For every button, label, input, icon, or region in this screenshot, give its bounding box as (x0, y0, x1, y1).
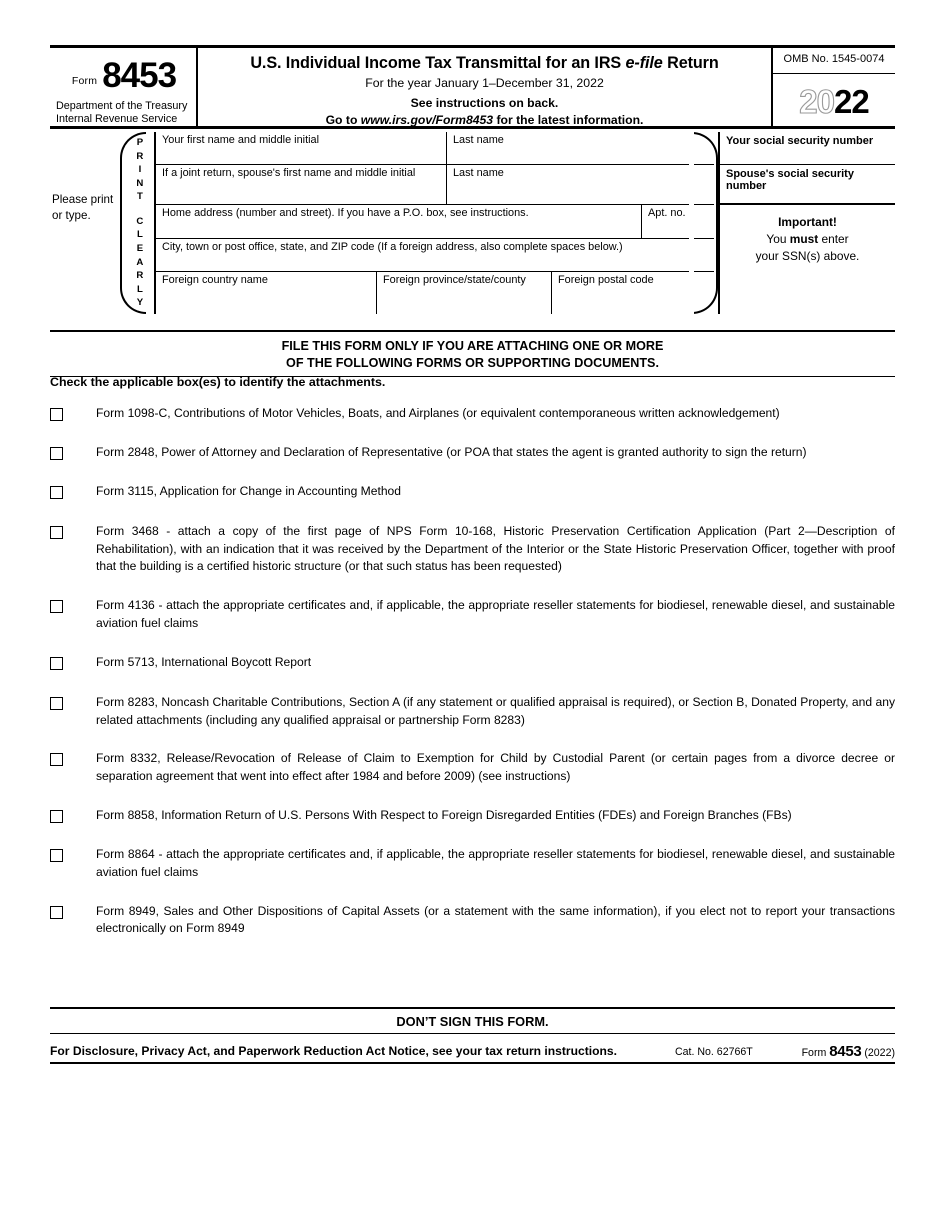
page-title (198, 54, 771, 73)
list-item[interactable] (50, 444, 895, 462)
list-item[interactable] (50, 750, 895, 785)
disclosure-notice: For Disclosure, Privacy Act, and Paperwork Reduction Act Notice, see your tax return instructions. (50, 1044, 617, 1058)
field-last-name-spouse-label: Last name (453, 167, 504, 179)
letter-l2: L (136, 283, 144, 295)
taxpayer-address-block (50, 132, 895, 314)
checkbox-form-8858[interactable] (50, 810, 63, 823)
letter-y: Y (136, 297, 144, 309)
field-foreign-postal-code-label: Foreign postal code (558, 274, 654, 286)
row-home-address (156, 205, 714, 239)
letter-t: T (136, 191, 144, 203)
list-item-label: Form 8949, Sales and Other Dispositions of Capital Assets (or a statement with the same information), if you elect not to report your transactions electronically on Form 8949 (96, 903, 895, 936)
banner-line-2: OF THE FOLLOWING FORMS OR SUPPORTING DOCUMENTS. (286, 355, 659, 370)
list-item-label: Form 4136 - attach the appropriate certificates and, if applicable, the appropriate reseller statements for biodiesel, renewable diesel, and sustainable aviation fuel claims (96, 597, 895, 630)
field-last-name-primary-label: Last name (453, 134, 504, 146)
footer-form-identifier (802, 1043, 895, 1060)
important-line-3: your SSN(s) above. (755, 248, 860, 263)
goto-post: for the latest information. (493, 113, 644, 127)
row-name-primary (156, 132, 714, 165)
tax-year-range: For the year January 1–December 31, 2022 (365, 76, 604, 90)
checkbox-form-8332[interactable] (50, 753, 63, 766)
form-number-group (50, 50, 198, 95)
footer-form-word: Form (801, 1047, 827, 1059)
right-brace-decoration (692, 132, 718, 314)
goto-pre: Go to (325, 113, 361, 127)
checkbox-form-8949[interactable] (50, 906, 63, 919)
checkbox-form-8283[interactable] (50, 697, 63, 710)
form-header (50, 45, 895, 129)
agency-name (56, 100, 196, 126)
checkbox-form-3468[interactable] (50, 526, 63, 539)
title-post: Return (662, 54, 719, 72)
field-foreign-province-label: Foreign province/state/county (383, 274, 526, 286)
checkbox-form-5713[interactable] (50, 657, 63, 670)
field-spouse-first-name-label: If a joint return, spouse's first name and middle initial (162, 167, 416, 179)
list-item[interactable] (50, 483, 895, 501)
tax-year-display (773, 74, 895, 129)
checkbox-form-2848[interactable] (50, 447, 63, 460)
list-item[interactable] (50, 405, 895, 423)
year-suffix: 22 (834, 82, 869, 120)
checkbox-form-4136[interactable] (50, 600, 63, 613)
attachments-checklist (50, 405, 895, 938)
list-item-label: Form 8283, Noncash Charitable Contributions, Section A (if any statement or qualified appraisal is required), or Section B, Donated Property, and any related attachments (including any qualified appraisal or partnership Form 8283) (96, 694, 895, 727)
field-first-name[interactable] (156, 132, 446, 164)
letter-c: C (136, 215, 144, 227)
list-item[interactable] (50, 846, 895, 881)
print-clearly-vertical-label (130, 138, 150, 308)
checkbox-form-8864[interactable] (50, 849, 63, 862)
field-spouse-ssn[interactable] (720, 165, 895, 205)
checkbox-form-3115[interactable] (50, 486, 63, 499)
list-item[interactable] (50, 597, 895, 632)
list-item-label: Form 8332, Release/Revocation of Release of Claim to Exemption for Child by Custodial Parent (or certain pages from a divorce decree or separation agreement that went into effect after 1984 and before 2009) (see instructions) (96, 751, 895, 783)
header-left-identity (50, 48, 198, 126)
agency-line-2: Internal Revenue Service (56, 113, 178, 126)
letter-r2: R (136, 270, 144, 282)
file-this-form-banner (50, 330, 895, 377)
field-first-name-label: Your first name and middle initial (162, 134, 319, 146)
list-item-label: Form 8858, Information Return of U.S. Persons With Respect to Foreign Disregarded Entities (FDEs) and Foreign Branches (FBs) (96, 807, 792, 822)
goto-url-note (198, 113, 771, 127)
form-footer (50, 1042, 895, 1064)
address-fields-grid (154, 132, 714, 314)
irs-form-url-link[interactable]: www.irs.gov/Form8453 (360, 113, 494, 127)
field-home-address-label: Home address (number and street). If you have a P.O. box, see instructions. (162, 207, 529, 219)
list-item[interactable] (50, 903, 895, 938)
letter-e: E (136, 243, 144, 255)
form-word-label: Form (71, 75, 98, 87)
check-applicable-instruction: Check the applicable box(es) to identify the attachments. (50, 375, 386, 389)
field-home-address[interactable] (156, 205, 641, 238)
field-city-state-zip[interactable] (156, 239, 716, 271)
important-line-2 (720, 231, 895, 248)
field-last-name-spouse[interactable] (446, 165, 716, 204)
important-heading: Important! (778, 215, 837, 229)
letter-i: I (138, 164, 142, 176)
field-foreign-country[interactable] (156, 272, 376, 314)
catalog-number: Cat. No. 62766T (675, 1046, 753, 1058)
field-spouse-ssn-label: Spouse's social security number (726, 168, 854, 192)
list-item-label: Form 5713, International Boycott Report (96, 655, 312, 670)
ssn-column (718, 132, 895, 314)
row-name-spouse (156, 165, 714, 205)
list-item-label: Form 8864 - attach the appropriate certificates and, if applicable, the appropriate reseller statements for biodiesel, renewable diesel, and sustainable aviation fuel claims (96, 847, 895, 879)
footer-form-number: 8453 (829, 1043, 862, 1060)
dont-sign-notice: DON’T SIGN THIS FORM. (50, 1007, 895, 1034)
important-ssn-notice (720, 205, 895, 314)
please-print-label: Please print or type. (52, 193, 114, 222)
header-title-block (198, 48, 773, 126)
letter-p: P (136, 137, 144, 148)
banner-line-1: FILE THIS FORM ONLY IF YOU ARE ATTACHING ONE OR MORE (281, 339, 664, 353)
important-line-2-post: enter (818, 231, 849, 246)
field-spouse-first-name[interactable] (156, 165, 446, 204)
checkbox-form-1098c[interactable] (50, 408, 63, 421)
row-city-state-zip (156, 239, 714, 272)
year-prefix: 20 (799, 82, 834, 120)
letter-a: A (136, 256, 144, 268)
field-foreign-country-label: Foreign country name (162, 274, 268, 286)
field-foreign-province[interactable] (376, 272, 551, 314)
important-line-2-pre: You (766, 231, 790, 246)
field-your-ssn[interactable] (720, 132, 895, 165)
footer-form-year: (2022) (864, 1047, 895, 1059)
list-item-label: Form 3115, Application for Change in Accounting Method (96, 484, 401, 499)
letter-l: L (136, 229, 144, 241)
title-efile: e-file (625, 54, 663, 72)
field-your-ssn-label: Your social security number (726, 135, 874, 147)
list-item-label: Form 2848, Power of Attorney and Declaration of Representative (or POA that states the agent is granted authority to sign the return) (96, 444, 807, 459)
letter-n: N (136, 177, 144, 189)
form-number: 8453 (102, 55, 177, 95)
list-item-label: Form 3468 - attach a copy of the first page of NPS Form 10-168, Historic Preservation Certification Application (Part 2—Description of Rehabilitation), with an indication that it was received by the Department of the Interior or the State Historic Preservation Officer, together with proof that the building is a certified historic structure (or that such status has been requested) (96, 523, 895, 574)
see-instructions-note: See instructions on back. (410, 96, 559, 110)
title-pre: U.S. Individual Income Tax Transmittal for an IRS (250, 54, 626, 72)
header-right-omb (773, 48, 895, 126)
important-must-word: must (789, 231, 819, 246)
list-item-label: Form 1098-C, Contributions of Motor Vehicles, Boats, and Airplanes (or equivalent contemporaneous written acknowledgement) (96, 406, 780, 420)
field-last-name-primary[interactable] (446, 132, 716, 164)
list-item[interactable] (50, 654, 895, 672)
list-item[interactable] (50, 523, 895, 576)
letter-r: R (136, 150, 144, 162)
list-item[interactable] (50, 807, 895, 825)
omb-number: OMB No. 1545-0074 (773, 48, 895, 74)
field-city-state-zip-label: City, town or post office, state, and ZIP code (If a foreign address, also complete spaces below.) (162, 241, 623, 253)
agency-line-1: Department of the Treasury (56, 100, 188, 112)
list-item[interactable] (50, 694, 895, 729)
field-apt-no-label: Apt. no. (648, 207, 686, 219)
row-foreign-address (156, 272, 714, 314)
